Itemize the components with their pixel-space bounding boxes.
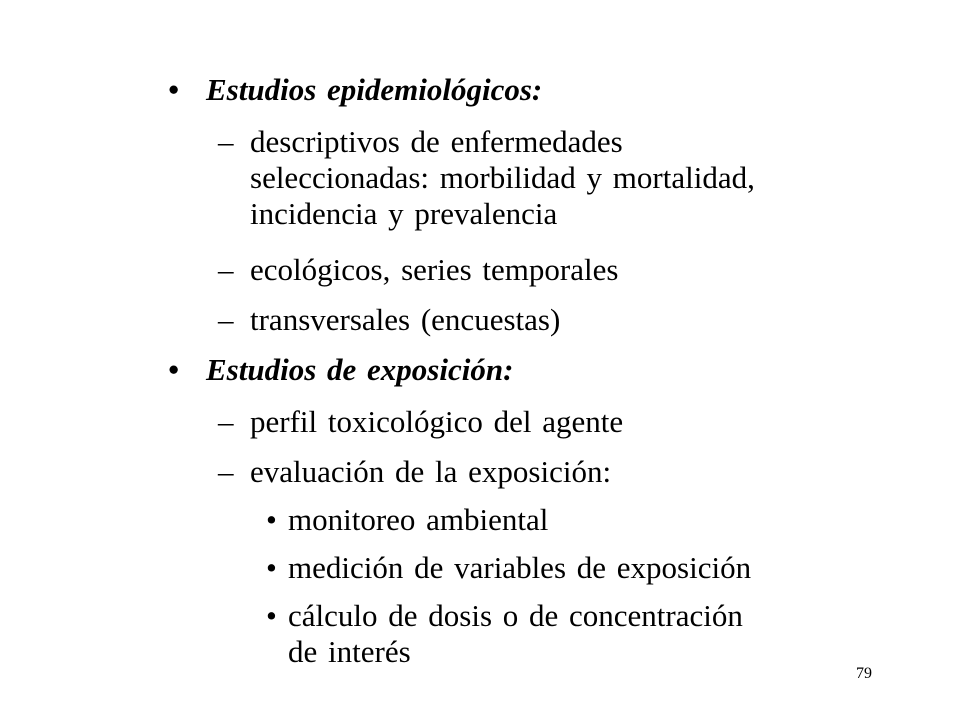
bullet-marker: •	[266, 502, 277, 537]
bullet-marker: •	[168, 72, 179, 107]
item-text: perfil toxicológico del agente	[250, 404, 624, 439]
section-heading-epidemiologicos	[168, 72, 543, 108]
bullet-marker: •	[168, 352, 179, 387]
list-item-ecologicos	[218, 252, 619, 288]
sub-item-medicion	[266, 550, 752, 586]
section-heading-exposicion	[168, 352, 514, 388]
dash-marker: –	[218, 302, 234, 337]
bullet-marker: •	[266, 598, 277, 633]
sub-item-calculo	[266, 598, 743, 634]
item-text: ecológicos, series temporales	[250, 252, 619, 287]
list-item-transversales	[218, 302, 561, 338]
list-item-descriptivos-line3	[250, 196, 557, 232]
item-text: transversales (encuestas)	[250, 302, 561, 337]
list-item-perfil	[218, 404, 624, 440]
sub-item-calculo-line2	[288, 634, 411, 670]
dash-marker: –	[218, 124, 234, 159]
list-item-descriptivos	[218, 124, 623, 160]
item-text: incidencia y prevalencia	[250, 196, 558, 231]
item-text: de interés	[288, 634, 411, 669]
item-text: seleccionadas: morbilidad y mortalidad,	[250, 160, 755, 195]
dash-marker: –	[218, 454, 234, 489]
item-text: descriptivos de enfermedades	[250, 124, 623, 159]
bullet-marker: •	[266, 550, 277, 585]
item-text: monitoreo ambiental	[288, 502, 549, 537]
item-text: medición de variables de exposición	[288, 550, 752, 585]
dash-marker: –	[218, 404, 234, 439]
list-item-descriptivos-line2	[250, 160, 755, 196]
heading-text: Estudios de exposición:	[206, 352, 514, 387]
page-number: 79	[856, 665, 872, 682]
item-text: evaluación de la exposición:	[250, 454, 612, 489]
sub-item-monitoreo	[266, 502, 549, 538]
heading-text: Estudios epidemiológicos:	[206, 72, 543, 107]
list-item-evaluacion	[218, 454, 612, 490]
item-text: cálculo de dosis o de concentración	[288, 598, 743, 633]
dash-marker: –	[218, 252, 234, 287]
